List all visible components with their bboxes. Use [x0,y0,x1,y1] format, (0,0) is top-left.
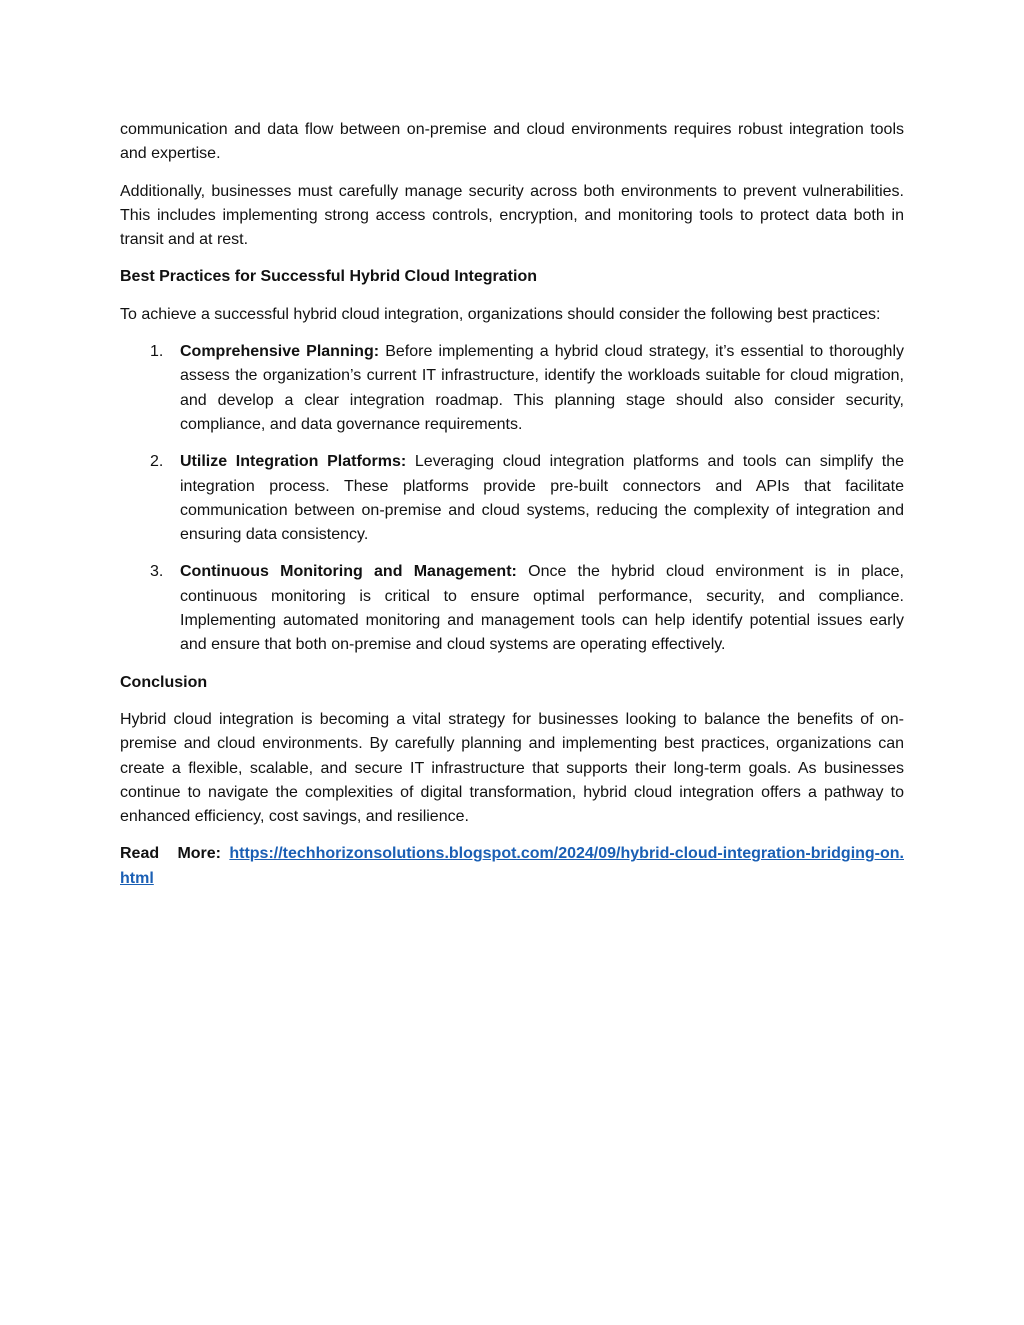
best-practices-heading: Best Practices for Successful Hybrid Cloud Integration [120,268,537,286]
list-item-term: Comprehensive Planning: [180,343,380,361]
best-practices-list [120,340,904,658]
document-page [120,118,904,904]
list-item-text: Once the hybrid cloud environment is in place, continuous monitoring is critical to ensure optimal performance, security, and compliance. Implementing automated monitoring and management tools can help identify potential issues early and ensure that both on-premise and cloud systems are operating effectively. [180,563,904,654]
best-practices-intro: To achieve a successful hybrid cloud integration, organizations should consider the following best practices: [120,305,881,323]
list-item-term: Utilize Integration Platforms: [180,453,407,471]
list-item-term: Continuous Monitoring and Management: [180,563,517,581]
conclusion-heading: Conclusion [120,673,208,691]
read-more-link[interactable]: https://techhorizonsolutions.blogspot.com/2024/09/hybrid-cloud-integration-bridging-on.html [120,845,904,887]
list-item-text: Leveraging cloud integration platforms and tools can simplify the integration process. These platforms provide pre-built connectors and APIs that facilitate communication between on-premise and cloud systems, reducing the complexity of integration and ensuring data consistency. [180,453,905,544]
security-paragraph: Additionally, businesses must carefully manage security across both environments to prevent vulnerabilities. This includes implementing strong access controls, encryption, and monitoring tools to protect data both in transit and at rest. [120,182,904,249]
list-item-number: 1. [150,343,164,361]
read-more-label: Read More: [120,845,222,863]
list-item [120,450,904,547]
list-item-text: Before implementing a hybrid cloud strategy, it’s essential to thoroughly assess the organization’s current IT infrastructure, identify the workloads suitable for cloud migration, and develop a clear integration roadmap. This planning stage should also consider security, compliance, and data governance requirements. [180,343,905,433]
read-more-line [120,842,904,891]
intro-continuation-paragraph: communication and data flow between on-premise and cloud environments requires robust integration tools and expertise. [120,121,904,163]
list-item-number: 2. [150,453,164,471]
list-item-number: 3. [150,563,164,581]
conclusion-paragraph: Hybrid cloud integration is becoming a vital strategy for businesses looking to balance the benefits of on-premise and cloud environments. By carefully planning and implementing best practices, organizations can create a flexible, scalable, and secure IT infrastructure that supports their long-term goals. As businesses continue to navigate the complexities of digital transformation, hybrid cloud integration offers a pathway to enhanced efficiency, cost savings, and resilience. [120,710,904,826]
list-item [120,560,904,657]
list-item [120,340,904,437]
